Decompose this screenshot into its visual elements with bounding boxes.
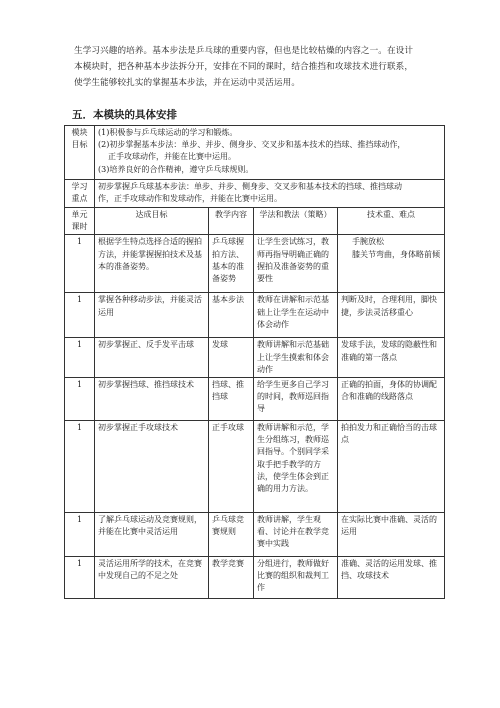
intro-line: 生学习兴趣的培养。基本步法是乒乓球的重要内容，但也是比较枯燥的内容之一。在设计 [74, 46, 414, 56]
table-row [65, 338, 445, 378]
cell-key: 拍拍发力和正确恰当的击球点 [338, 421, 445, 513]
cell-key [338, 235, 445, 293]
intro-paragraph [74, 43, 446, 91]
goal-item: 正手攻球动作，并能在比赛中运用。 [108, 152, 236, 162]
cell-content: 发球 [209, 338, 254, 378]
table-row [65, 378, 445, 421]
intro-line: 本模块时，把各种基本步法拆分开，安排在不同的课时，结合推挡和攻球技术进行联系， [74, 62, 414, 72]
goal-item: (1)积极参与乒乓球运动的学习和锻炼。 [98, 128, 238, 137]
key-points-label: 学习重点 [65, 180, 95, 208]
cell-goal: 掌握各种移动步法，并能灵活运用 [95, 293, 209, 338]
cell-method: 教师讲解，学生观看、讨论并在教学竞赛中实践 [254, 513, 338, 557]
key-points-line: 作，正手攻球动作和发球动作，并能在比赛中运用。 [98, 194, 282, 204]
cell-unit: 1 [65, 421, 95, 513]
cell-content: 乒乓球竞赛规则 [209, 513, 254, 557]
table-row [65, 421, 445, 513]
header-unit: 单元课时 [65, 208, 95, 235]
cell-goal: 初步掌握挡球、推挡球技术 [95, 378, 209, 421]
cell-unit: 1 [65, 235, 95, 293]
table-row [65, 557, 445, 599]
module-goals-content [95, 126, 445, 180]
key-line: 膝关节弯曲，身体略前倾 [352, 249, 440, 259]
cell-content: 教学竞赛 [209, 557, 254, 599]
cell-goal: 灵活运用所学的技术，在竞赛中发现自己的不足之处 [95, 557, 209, 599]
cell-unit: 1 [65, 378, 95, 421]
goal-item: (3)培养良好的合作精神，遵守乒乓球规则。 [98, 164, 254, 174]
cell-key: 发球手法，发球的隐蔽性和准确的第一落点 [338, 338, 445, 378]
cell-unit: 1 [65, 293, 95, 338]
header-goal: 达成目标 [95, 208, 209, 235]
cell-content: 挡球、推挡球 [209, 378, 254, 421]
key-points-line: 初步掌握乒乓球基本步法：单步、并步、侧身步、交叉步和基本技术的挡球、推挡球动 [98, 182, 402, 191]
table-header-row [65, 208, 445, 235]
module-goals-label: 模块目标 [65, 126, 95, 180]
goal-item: (2)初步掌握基本步法：单步、并步、侧身步、交叉步和基本技术的挡球、推挡球动作， [98, 140, 406, 150]
cell-content: 基本步法 [209, 293, 254, 338]
intro-line: 使学生能够较扎实的掌握基本步法，并在运动中灵活运用。 [74, 78, 301, 88]
cell-goal: 初步掌握正、反手发平击球 [95, 338, 209, 378]
cell-method: 教师在讲解和示范基础上让学生在运动中体会动作 [254, 293, 338, 338]
header-key: 技术重、难点 [338, 208, 445, 235]
cell-key: 在实际比赛中准确、灵活的运用 [338, 513, 445, 557]
cell-goal: 了解乒乓球运动及竞赛规则，并能在比赛中灵活运用 [95, 513, 209, 557]
cell-content: 乒乓球握拍方法、基本的准备姿势 [209, 235, 254, 293]
cell-unit: 1 [65, 513, 95, 557]
cell-content: 正手攻球 [209, 421, 254, 513]
key-points-row [65, 180, 445, 208]
cell-key: 准确、灵活的运用发球、推挡、攻球技术 [338, 557, 445, 599]
cell-method: 让学生尝试练习，教师再指导明确正确的握拍及准备姿势的重要性 [254, 235, 338, 293]
cell-method: 教师讲解和示范基础上让学生摸索和体会动作 [254, 338, 338, 378]
cell-method: 给学生更多自己学习的时间，教师巡回指导 [254, 378, 338, 421]
arrangement-table [64, 125, 445, 599]
cell-method: 分组进行，教师做好比赛的组织和裁判工作 [254, 557, 338, 599]
section-heading: 五．本模块的具体安排 [72, 109, 177, 121]
table-row [65, 293, 445, 338]
cell-goal: 根据学生特点选择合适的握拍方法，并能掌握握拍技术及基本的准备姿势。 [95, 235, 209, 293]
cell-key: 正确的拍面，身体的协调配合和准确的线路落点 [338, 378, 445, 421]
cell-unit: 1 [65, 338, 95, 378]
table-row [65, 235, 445, 293]
cell-method: 教师讲解和示范，学生分组练习，教师巡回指导。个别同学采取手把手教学的方法，使学生体会到正确的用力方法。 [254, 421, 338, 513]
module-goals-row [65, 126, 445, 180]
header-content: 教学内容 [209, 208, 254, 235]
key-line: 手腕放松 [352, 237, 384, 247]
cell-unit: 1 [65, 557, 95, 599]
cell-goal: 初步掌握正手攻球技术 [95, 421, 209, 513]
table-row [65, 513, 445, 557]
key-points-content [95, 180, 445, 208]
header-method: 学法和教法（策略） [254, 208, 338, 235]
cell-key: 判断及时，合理利用，脚快捷，步法灵活移重心 [338, 293, 445, 338]
